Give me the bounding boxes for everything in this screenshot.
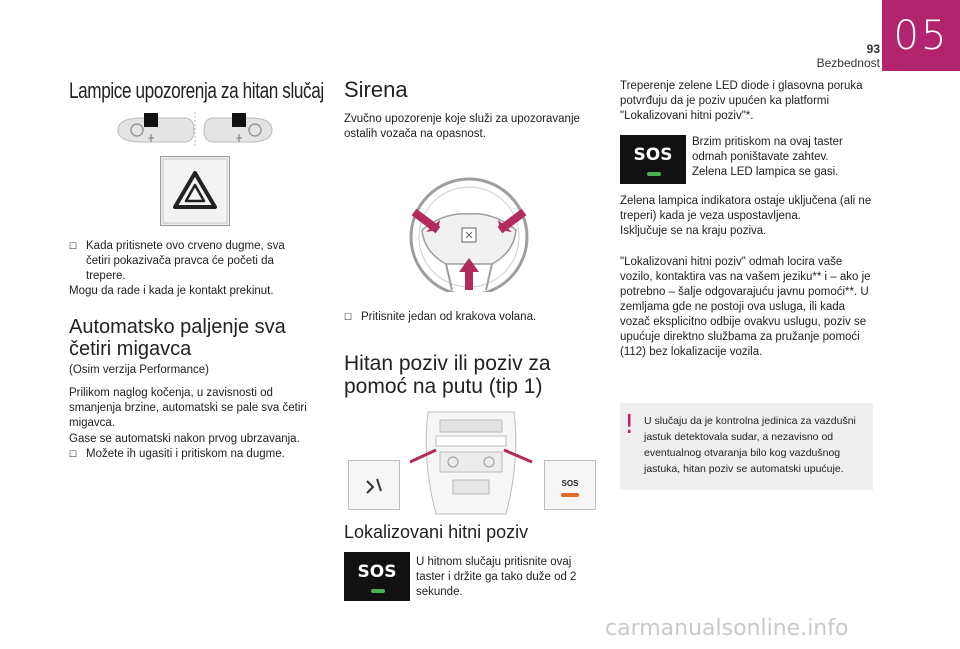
sos-label: SOS (357, 562, 397, 582)
page-number: 93 (866, 42, 880, 56)
cancel-call-text: Brzim pritiskom na ovaj taster odmah poništavate zahtev. (692, 136, 843, 163)
call-confirm-text: Treperenje zelene LED diode i glasovna poruka potvrđuju da je poziv upućen ka platformi "Lokalizovani hitni poziv"*. (620, 80, 863, 122)
bullet-mark: ☐ (69, 241, 78, 251)
right-indicator-stalk (204, 113, 272, 142)
airbag-note-text: U slučaju da je kontrolna jedinica za vazdušni jastuk detektovala sudar, a nezavisno od eventualnog otvaranja bilo kog vazdušnog jastuka, hitan poziv se automatski upućuje. (644, 415, 856, 475)
hazard-bullet: ☐ Kada pritisnete ovo crveno dugme, sva četiri pokazivača pravca će početi da trepere. (69, 240, 285, 282)
emergency-call-title: Hitan poziv ili poziv za pomoć na putu (tip 1) (344, 352, 551, 398)
horn-text: Zvučno upozorenje koje služi za upozoravanje ostalih vozača na opasnost. (344, 113, 580, 140)
auto-hazard-note: (Osim verzija Performance) (69, 364, 209, 376)
auto-hazard-bullet: ☐ Možete ih ugasiti i pritiskom na dugme. (69, 448, 285, 460)
sos-led (371, 589, 385, 593)
watermark: carmanualsonline.info (605, 616, 849, 641)
call-end-text: Isključuje se na kraju poziva. (620, 225, 767, 237)
sos-led-right (647, 172, 661, 176)
left-indicator-stalk (118, 113, 194, 142)
hazard-button-illustration (160, 156, 230, 226)
horn-title: Sirena (344, 77, 408, 102)
sos-small-label: SOS (561, 479, 579, 488)
sos-label-right: SOS (633, 145, 673, 165)
sos-small-led (561, 493, 579, 497)
auto-hazard-off-text: Gase se automatski nakon prvog ubrzavanja. (69, 433, 300, 445)
steering-wheel-illustration (404, 172, 534, 292)
sos-button-illustration (344, 552, 410, 601)
led-on-text: Zelena lampica indikatora ostaje uključena (ali ne treperi) kada je veza uspostavljena. (620, 195, 872, 222)
section-name: Bezbednost (816, 56, 880, 70)
hazard-triangle-icon (161, 157, 229, 225)
sos-small-button-illustration (544, 460, 596, 510)
localized-call-title: Lokalizovani hitni poziv (344, 522, 529, 542)
chapter-number: 05 (893, 12, 949, 59)
auto-hazard-title: Automatsko paljenje sva četiri migavca (69, 316, 286, 360)
hazard-lights-title: Lampice upozorenja za hitan slučaj (69, 78, 324, 103)
chapter-number-box (882, 0, 960, 71)
dashboard-indicators-illustration (112, 110, 278, 150)
assistance-icon (349, 461, 399, 509)
hazard-text: Mogu da rade i kada je kontakt prekinut. (69, 285, 274, 297)
sos-button-illustration-right (620, 135, 686, 184)
localized-call-text: U hitnom slučaju pritisnite ovaj taster i držite ga tako duže od 2 sekunde. (416, 556, 577, 598)
warning-icon: ! (624, 410, 635, 440)
led-off-text: Zelena LED lampica se gasi. (692, 166, 839, 178)
localized-call-description: "Lokalizovani hitni poziv" odmah locira vaše vozilo, kontaktira vas na vašem jeziku** i – ako je potrebno – šalje odgovarajuću javnu pomoći**. U zemljama gde ne postoji ova usluga, ili kada vozač eksplicitno odbije ovakvu uslugu, poziv se upućuje direktno službama za pružanje pomoći (112) bez lokalizacije vozila. (620, 256, 871, 358)
ds-button-illustration (348, 460, 400, 510)
auto-hazard-text: Prilikom naglog kočenja, u zavisnosti od smanjenja brzine, automatski se pale sva četiri migavca. (69, 387, 307, 429)
horn-bullet: ☐ Pritisnite jedan od krakova volana. (344, 311, 537, 323)
